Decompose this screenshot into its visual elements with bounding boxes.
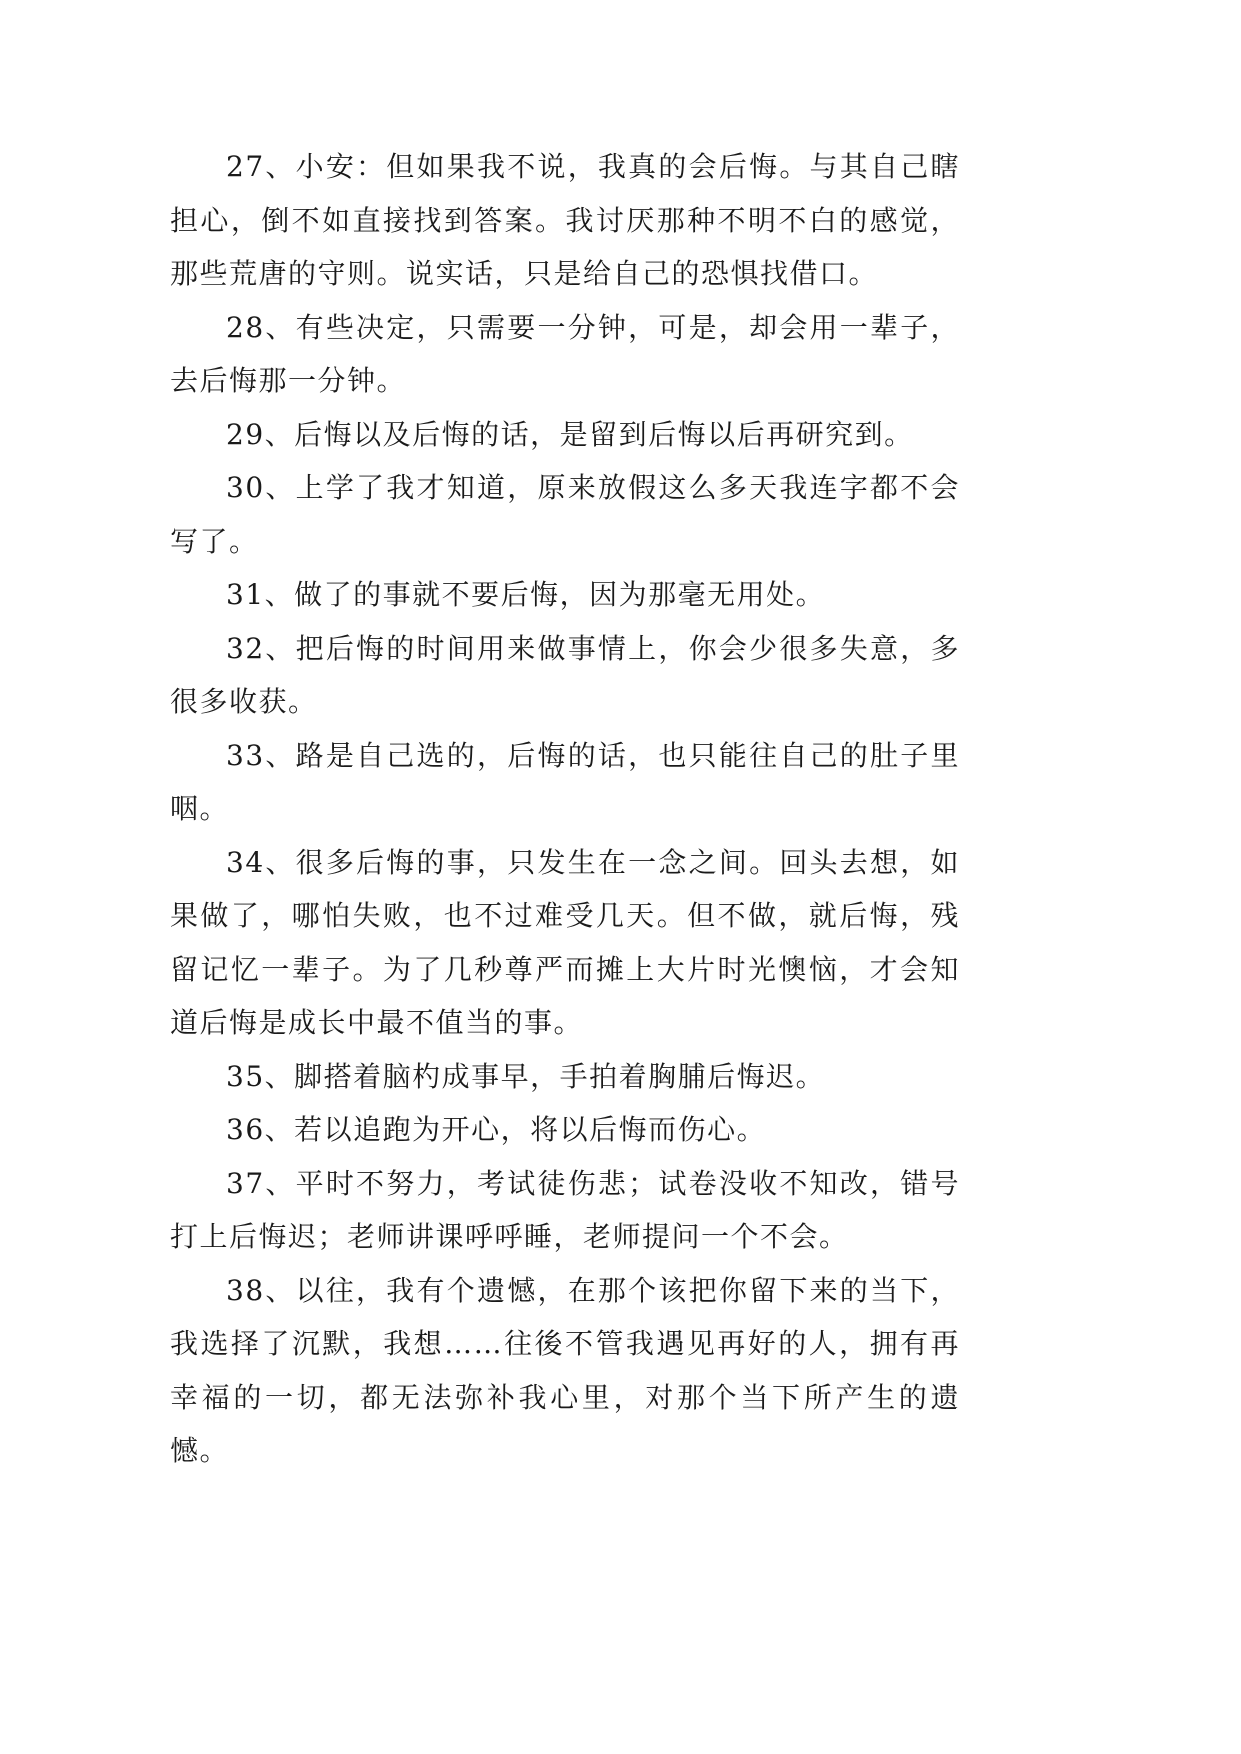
- paragraph-27: 27、小安：但如果我不说，我真的会后悔。与其自己瞎担心，倒不如直接找到答案。我讨厌那种不明不白的感觉，那些荒唐的守则。说实话，只是给自己的恐惧找借口。: [170, 150, 960, 290]
- paragraph-37: 37、平时不努力，考试徒伤悲；试卷没收不知改，错号打上后悔迟；老师讲课呼呼睡，老师提问一个不会。: [170, 1166, 960, 1253]
- paragraph-28: 28、有些决定，只需要一分钟，可是，却会用一辈子，去后悔那一分钟。: [170, 310, 960, 397]
- document-body: [170, 140, 960, 1478]
- paragraph-34: 34、很多后悔的事，只发生在一念之间。回头去想，如果做了，哪怕失败，也不过难受几天。但不做，就后悔，残留记忆一辈子。为了几秒尊严而摊上大片时光懊恼，才会知道后悔是成长中最不值当的事。: [170, 845, 960, 1039]
- paragraph-38: 38、以往，我有个遗憾，在那个该把你留下来的当下，我选择了沉默，我想……往後不管我遇见再好的人，拥有再幸福的一切，都无法弥补我心里，对那个当下所产生的遗憾。: [170, 1273, 960, 1467]
- paragraph-29: 29、后悔以及后悔的话，是留到后悔以后再研究到。: [226, 417, 914, 451]
- paragraph-33: 33、路是自己选的，后悔的话，也只能往自己的肚子里咽。: [170, 738, 960, 825]
- paragraph-31: 31、做了的事就不要后悔，因为那毫无用处。: [226, 578, 826, 611]
- paragraph-30: 30、上学了我才知道，原来放假这么多天我连字都不会写了。: [170, 471, 960, 558]
- paragraph-35: 35、脚搭着脑杓成事早，手拍着胸脯后悔迟。: [226, 1059, 826, 1093]
- paragraph-32: 32、把后悔的时间用来做事情上，你会少很多失意，多很多收获。: [170, 631, 960, 718]
- paragraph-36: 36、若以追跑为开心，将以后悔而伤心。: [226, 1113, 767, 1146]
